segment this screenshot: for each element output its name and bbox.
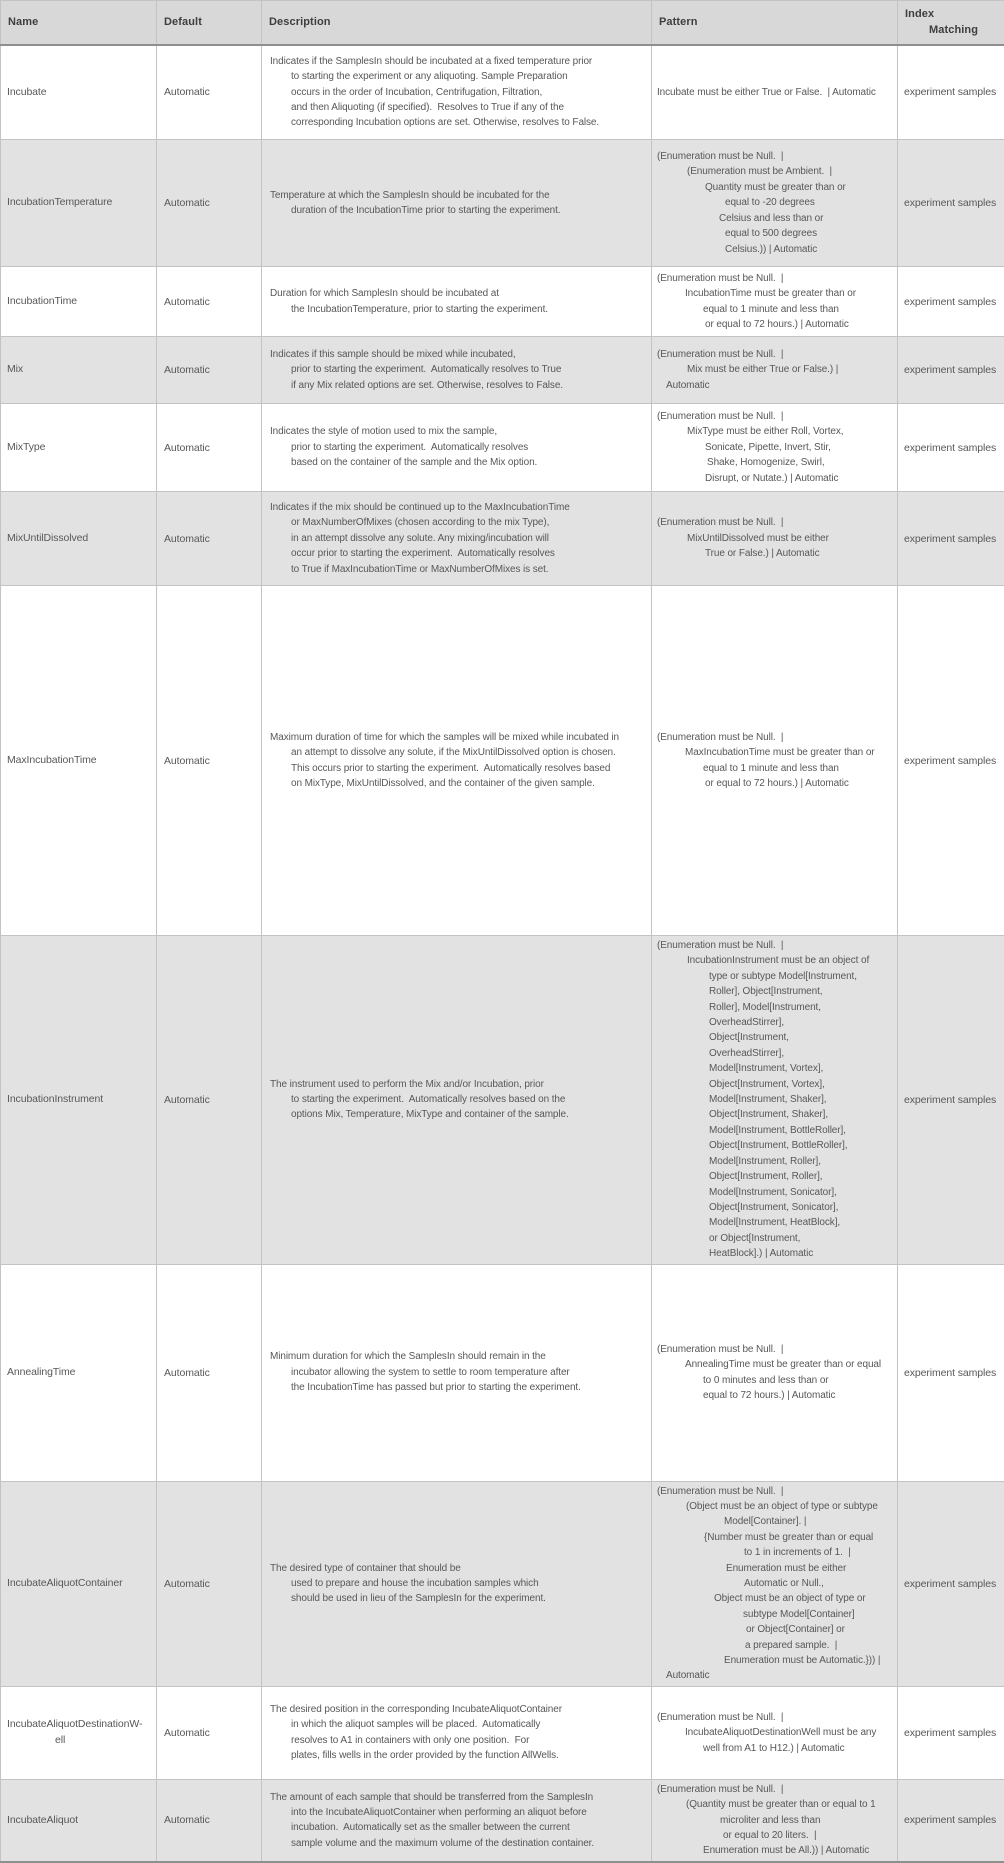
table-row — [1, 267, 1004, 337]
name-cell: MixType — [1, 404, 157, 492]
pattern-cell: (Enumeration must be Null. | (Quantity must be greater than or equal to 1 microliter and less than or equal to 20 liters. | Enumeration must be All.)) | Automatic — [652, 1779, 898, 1862]
table-row — [1, 337, 1004, 404]
description-cell: Indicates if the mix should be continued up to the MaxIncubationTime or MaxNumberOfMixes (chosen according to the mix Type), in an attempt dissolve any solute. Any mixing/incubation will occur prior to starting the experiment. Automatically resolves to True if MaxIncubationTime or MaxNumberOfMixes is set. — [262, 492, 652, 586]
index-matching-cell: experiment samples — [898, 492, 1004, 586]
description-cell: Minimum duration for which the SamplesIn should remain in the incubator allowing the system to settle to room temperature after the IncubationTime has passed but prior to starting the experiment. — [262, 1264, 652, 1481]
name-cell: IncubateAliquotDestinationW- ell — [1, 1686, 157, 1779]
index-matching-cell: experiment samples — [898, 140, 1004, 267]
name-cell: Incubate — [1, 45, 157, 140]
name-cell: IncubationTime — [1, 267, 157, 337]
description-cell: Indicates if this sample should be mixed while incubated, prior to starting the experiment. Automatically resolves to True if any Mix related options are set. Otherwise, resolves to False. — [262, 337, 652, 404]
table-row — [1, 140, 1004, 267]
description-cell: Duration for which SamplesIn should be incubated at the IncubationTemperature, prior to starting the experiment. — [262, 267, 652, 337]
table-row — [1, 586, 1004, 936]
default-cell: Automatic — [157, 586, 262, 936]
default-cell: Automatic — [157, 404, 262, 492]
header-description: Description — [262, 1, 652, 45]
index-matching-cell: experiment samples — [898, 936, 1004, 1265]
default-cell: Automatic — [157, 1779, 262, 1862]
name-cell: IncubateAliquot — [1, 1779, 157, 1862]
table-row — [1, 1481, 1004, 1686]
description-cell: Temperature at which the SamplesIn should be incubated for the duration of the IncubationTime prior to starting the experiment. — [262, 140, 652, 267]
name-cell: IncubateAliquotContainer — [1, 1481, 157, 1686]
pattern-cell: (Enumeration must be Null. | (Enumeration must be Ambient. | Quantity must be greater than or equal to -20 degrees Celsius and less than or equal to 500 degrees Celsius.)) | Automatic — [652, 140, 898, 267]
index-matching-cell: experiment samples — [898, 267, 1004, 337]
description-cell: The instrument used to perform the Mix and/or Incubation, prior to starting the experiment. Automatically resolves based on the options Mix, Temperature, MixType and container of the sample. — [262, 936, 652, 1265]
header-pattern: Pattern — [652, 1, 898, 45]
description-cell: Indicates if the SamplesIn should be incubated at a fixed temperature prior to starting the experiment or any aliquoting. Sample Preparation occurs in the order of Incubation, Centrifugation, Filtration, and then Aliquoting (if specified). Resolves to True if any of the corresponding Incubation options are set. Otherwise, resolves to False. — [262, 45, 652, 140]
header-index-matching: Index Matching — [898, 1, 1004, 45]
table-header-row — [1, 1, 1004, 45]
default-cell: Automatic — [157, 45, 262, 140]
header-name: Name — [1, 1, 157, 45]
table-row — [1, 936, 1004, 1265]
default-cell: Automatic — [157, 267, 262, 337]
pattern-cell: (Enumeration must be Null. | Mix must be either True or False.) | Automatic — [652, 337, 898, 404]
description-cell: Indicates the style of motion used to mix the sample, prior to starting the experiment. Automatically resolves based on the container of the sample and the Mix option. — [262, 404, 652, 492]
description-cell: Maximum duration of time for which the samples will be mixed while incubated in an attempt to dissolve any solute, if the MixUntilDissolved option is chosen. This occurs prior to starting the experiment. Automatically resolves based on MixType, MixUntilDissolved, and the container of the given sample. — [262, 586, 652, 936]
table-row — [1, 1779, 1004, 1862]
name-cell: Mix — [1, 337, 157, 404]
pattern-cell: (Enumeration must be Null. | IncubateAliquotDestinationWell must be any well from A1 to H12.) | Automatic — [652, 1686, 898, 1779]
pattern-cell: (Enumeration must be Null. | MixType must be either Roll, Vortex, Sonicate, Pipette, Invert, Stir, Shake, Homogenize, Swirl, Disrupt, or Nutate.) | Automatic — [652, 404, 898, 492]
name-cell: AnnealingTime — [1, 1264, 157, 1481]
table-row — [1, 45, 1004, 140]
table-row — [1, 404, 1004, 492]
default-cell: Automatic — [157, 1264, 262, 1481]
name-cell: IncubationInstrument — [1, 936, 157, 1265]
name-cell: MixUntilDissolved — [1, 492, 157, 586]
default-cell: Automatic — [157, 1481, 262, 1686]
default-cell: Automatic — [157, 1686, 262, 1779]
default-cell: Automatic — [157, 337, 262, 404]
description-cell: The amount of each sample that should be transferred from the SamplesIn into the IncubateAliquotContainer when performing an aliquot before incubation. Automatically set as the smaller between the current sample volume and the maximum volume of the destination container. — [262, 1779, 652, 1862]
pattern-cell: Incubate must be either True or False. | Automatic — [652, 45, 898, 140]
description-cell: The desired position in the corresponding IncubateAliquotContainer in which the aliquot samples will be placed. Automatically resolves to A1 in containers with only one position. For plates, fills wells in the order provided by the function AllWells. — [262, 1686, 652, 1779]
index-matching-cell: experiment samples — [898, 404, 1004, 492]
index-matching-cell: experiment samples — [898, 1686, 1004, 1779]
table-row — [1, 1264, 1004, 1481]
pattern-cell: (Enumeration must be Null. | IncubationTime must be greater than or equal to 1 minute and less than or equal to 72 hours.) | Automatic — [652, 267, 898, 337]
index-matching-cell: experiment samples — [898, 586, 1004, 936]
pattern-cell: (Enumeration must be Null. | (Object must be an object of type or subtype Model[Container]. | {Number must be greater than or equal to 1 in increments of 1. | Enumeration must be either Automatic or Null., Object must be an object of type or subtype Model[Container] or Object[Container] or a prepared sample. | Enumeration must be Automatic.})) | Automatic — [652, 1481, 898, 1686]
default-cell: Automatic — [157, 140, 262, 267]
index-matching-cell: experiment samples — [898, 1481, 1004, 1686]
pattern-cell: (Enumeration must be Null. | IncubationInstrument must be an object of type or subtype Model[Instrument, Roller], Object[Instrument, Roller], Model[Instrument, OverheadStirrer], Object[Instrument, OverheadStirrer], Model[Instrument, Vortex], Object[Instrument, Vortex], Model[Instrument, Shaker], Object[Instrument, Shaker], Model[Instrument, BottleRoller], Object[Instrument, BottleRoller], Model[Instrument, Roller], Object[Instrument, Roller], Model[Instrument, Sonicator], Object[Instrument, Sonicator], Model[Instrument, HeatBlock], or Object[Instrument, HeatBlock].) | Automatic — [652, 936, 898, 1265]
pattern-cell: (Enumeration must be Null. | AnnealingTime must be greater than or equal to 0 minutes and less than or equal to 72 hours.) | Automatic — [652, 1264, 898, 1481]
description-cell: The desired type of container that should be used to prepare and house the incubation samples which should be used in lieu of the SamplesIn for the experiment. — [262, 1481, 652, 1686]
name-cell: MaxIncubationTime — [1, 586, 157, 936]
index-matching-cell: experiment samples — [898, 1264, 1004, 1481]
index-matching-cell: experiment samples — [898, 1779, 1004, 1862]
index-matching-cell: experiment samples — [898, 45, 1004, 140]
header-default: Default — [157, 1, 262, 45]
index-matching-cell: experiment samples — [898, 337, 1004, 404]
default-cell: Automatic — [157, 492, 262, 586]
pattern-cell: (Enumeration must be Null. | MixUntilDissolved must be either True or False.) | Automatic — [652, 492, 898, 586]
table-row — [1, 492, 1004, 586]
pattern-cell: (Enumeration must be Null. | MaxIncubationTime must be greater than or equal to 1 minute and less than or equal to 72 hours.) | Automatic — [652, 586, 898, 936]
name-cell: IncubationTemperature — [1, 140, 157, 267]
default-cell: Automatic — [157, 936, 262, 1265]
table-row — [1, 1686, 1004, 1779]
